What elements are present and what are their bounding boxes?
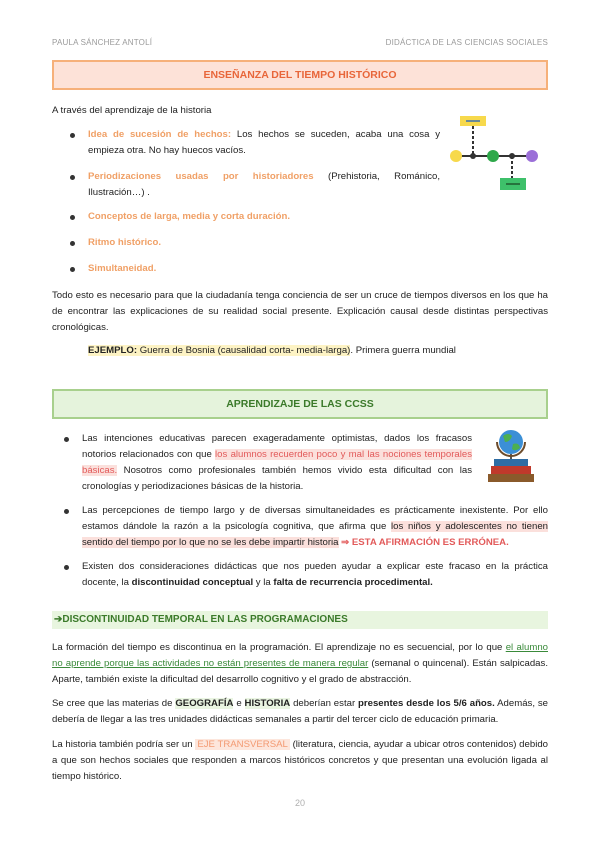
bullet-dot [70, 215, 75, 220]
paragraph-text: Además, se debería de llegar a las tres unidades didácticas semanales a partir del tercer ciclo de educación primaria. [52, 698, 548, 725]
globe-books-illustration [482, 428, 540, 486]
bullet-text: Nosotros como profesionales también hemos vivido esta dificultad con las cronologías y periodizaciones básicas de la historia. [82, 465, 472, 492]
underlined-phrase: el alumno no aprende porque las actividades no están presentes de manera regular [52, 642, 548, 669]
section1-paragraph: Todo esto es necesario para que la ciudadanía tenga conciencia de ser un cruce de tiempos diversos en los que ha de encontrar las explicaciones de su realidad social presente. Explicación causal desde distintas perspectivas cronológicas. [52, 290, 548, 333]
geografia-term: GEOGRAFÍA [175, 698, 234, 709]
bullet-sucesion [88, 127, 440, 159]
bullet-term: Periodizaciones usadas por historiadores [88, 171, 314, 182]
timeline-node-purple [526, 150, 538, 162]
section-title-ccss: APRENDIZAJE DE LAS CCSS [52, 389, 548, 419]
header-author: PAULA SÁNCHEZ ANTOLÍ [52, 38, 153, 47]
paragraph-text: (semanal o quincenal). Están salpicadas. Aparte, también existe la dificultad del desarrollo cognitivo y el grado de abstracción. [52, 658, 548, 685]
bullet-percepciones [82, 503, 548, 551]
paragraph-text: Se cree que las materias de [52, 698, 176, 709]
bullet-dot [70, 175, 75, 180]
header-course: DIDÁCTICA DE LAS CIENCIAS SOCIALES [385, 38, 548, 47]
section3-paragraph-2 [52, 696, 548, 728]
historia-term: HISTORIA [244, 698, 291, 709]
paragraph-text: (literatura, ciencia, ayudar a ubicar otros contenidos) debido a que son hechos sociales que responden a marcos históricos concretos y que presentan una evolución ligada al tiempo histórico. [52, 739, 548, 782]
page-number: 20 [294, 798, 305, 808]
bullet-ritmo: Ritmo histórico. [88, 237, 162, 248]
bullet-dot [70, 133, 75, 138]
bullet-text: Los hechos se suceden, acaba una cosa y empieza otra. No hay huecos vacíos. [88, 129, 440, 156]
example-rest: . Primera guerra mundial [350, 345, 456, 356]
bullet-dot [64, 509, 69, 514]
bullet-dot [64, 565, 69, 570]
timeline-node-green [487, 150, 499, 162]
bullet-text: Existen dos consideraciones didácticas que nos pueden ayudar a explicar este fracaso en la práctica docente, la [82, 561, 548, 588]
bullet-duracion: Conceptos de larga, media y corta duración. [88, 211, 291, 222]
example-line [88, 343, 456, 359]
bullet-intenciones [82, 431, 472, 495]
example-label: EJEMPLO: [88, 345, 138, 356]
paragraph-text: La formación del tiempo es discontinua en la programación. El aprendizaje no es secuencial, por lo que [52, 642, 506, 653]
paragraph-text: e [233, 698, 245, 709]
bullet-text: Las intenciones educativas parecen exageradamente optimistas, dados los fracasos notorios relacionados con que [82, 433, 472, 460]
bullet-dot [64, 437, 69, 442]
example-highlight: Guerra de Bosnia (causalidad corta- media-larga) [137, 345, 351, 356]
bold-term: falta de recurrencia procedimental. [273, 577, 433, 588]
subsection-title-discontinuidad: ➔DISCONTINUIDAD TEMPORAL EN LAS PROGRAMACIONES [52, 611, 548, 629]
eje-transversal-tag: EJE TRANSVERSAL [197, 739, 288, 750]
bold-term: discontinuidad conceptual [131, 577, 254, 588]
globe-icon [499, 430, 523, 454]
bullet-term: Idea de sucesión de hechos: [88, 129, 232, 140]
bullet-text: y la [253, 577, 274, 588]
bullet-periodizaciones [88, 169, 440, 201]
section3-paragraph-3 [52, 737, 548, 785]
book-bottom [488, 474, 534, 482]
erronea-warning: ⇒ ESTA AFIRMACIÓN ES ERRÓNEA. [338, 537, 509, 548]
bullet-simultaneidad: Simultaneidad. [88, 263, 157, 274]
section-title-tiempo-historico: ENSEÑANZA DEL TIEMPO HISTÓRICO [52, 60, 548, 90]
bullet-dot [70, 241, 75, 246]
paragraph-text: deberían estar [290, 698, 359, 709]
intro-text: A través del aprendizaje de la historia [52, 105, 212, 116]
book-top [494, 459, 528, 466]
timeline-node-yellow [450, 150, 462, 162]
presentes-term: presentes desde los 5/6 años. [358, 698, 495, 709]
paragraph-text: La historia también podría ser un [52, 739, 196, 750]
bullet-dot [70, 267, 75, 272]
timeline-illustration [446, 112, 542, 194]
bullet-text: (Prehistoria, Románico, Ilustración…) . [88, 171, 440, 198]
bullet-text: Las percepciones de tiempo largo y de diversas simultaneidades es prácticamente inexistente. Por ello estamos dándole la razón a la psicología cognitiva, que afirma que [82, 505, 548, 532]
bullet-highlight: los alumnos recuerden poco y mal las nociones temporales básicas. [82, 449, 473, 476]
bullet-highlight: los niños y adolescentes no tienen sentido del tiempo por lo que no se les debe impartir historia [82, 521, 549, 548]
bullet-consideraciones [82, 559, 548, 591]
section3-paragraph-1 [52, 640, 548, 688]
book-middle [491, 466, 531, 474]
